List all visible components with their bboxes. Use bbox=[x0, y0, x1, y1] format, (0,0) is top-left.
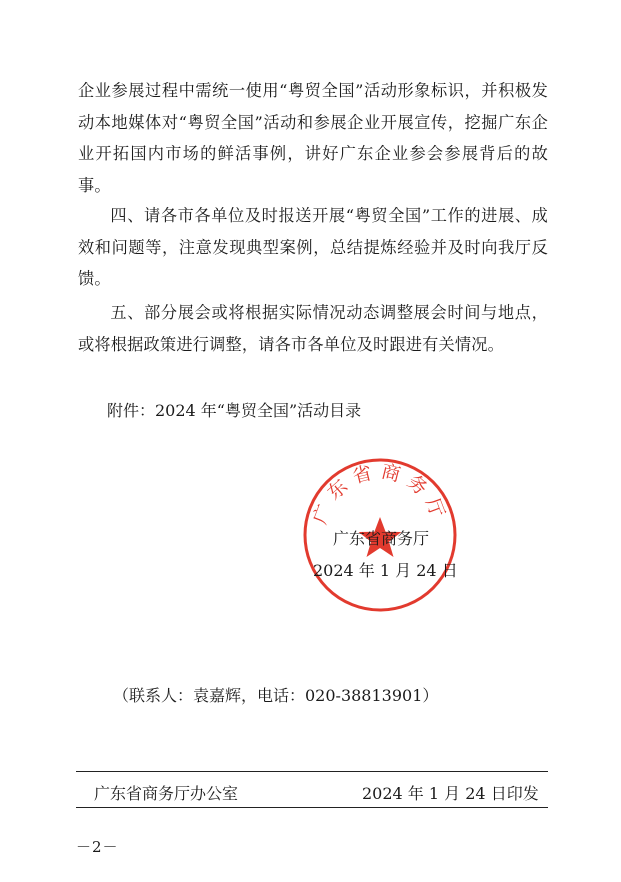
attachment-line: 附件：2024 年“粤贸全国”活动目录 bbox=[107, 401, 362, 420]
sender-name: 广东省商务厅 bbox=[333, 529, 430, 548]
footer-office: 广东省商务厅办公室 bbox=[94, 784, 239, 803]
body-paragraph-2: 四、请各市各单位及时报送开展“粤贸全国”工作的进展、成效和问题等，注意发现典型案例，总结提炼经验并及时向我厅反馈。 bbox=[78, 206, 548, 288]
body-paragraph-1: 企业参展过程中需统一使用“粤贸全国”活动形象标识，并积极发动本地媒体对“粤贸全国”活动和参展企业开展宣传，挖掘广东企业开拓国内市场的鲜活事例，讲好广东企业参会参展背后的故事。 bbox=[78, 81, 548, 195]
contact-info: （联系人：袁嘉辉，电话：020-38813901） bbox=[113, 686, 439, 705]
footer-bottom-rule bbox=[76, 807, 548, 808]
page-number: －2－ bbox=[76, 838, 119, 856]
footer-print-date: 2024 年 1 月 24 日印发 bbox=[362, 784, 539, 803]
body-paragraph-3: 五、部分展会或将根据实际情况动态调整展会时间与地点，或将根据政策进行调整，请各市各单位及时跟进有关情况。 bbox=[78, 303, 548, 354]
signature-date: 2024 年 1 月 24 日 bbox=[313, 561, 458, 580]
footer-top-rule bbox=[76, 771, 548, 772]
svg-text:广东省商务厅: 广东省商务厅 bbox=[309, 460, 451, 528]
